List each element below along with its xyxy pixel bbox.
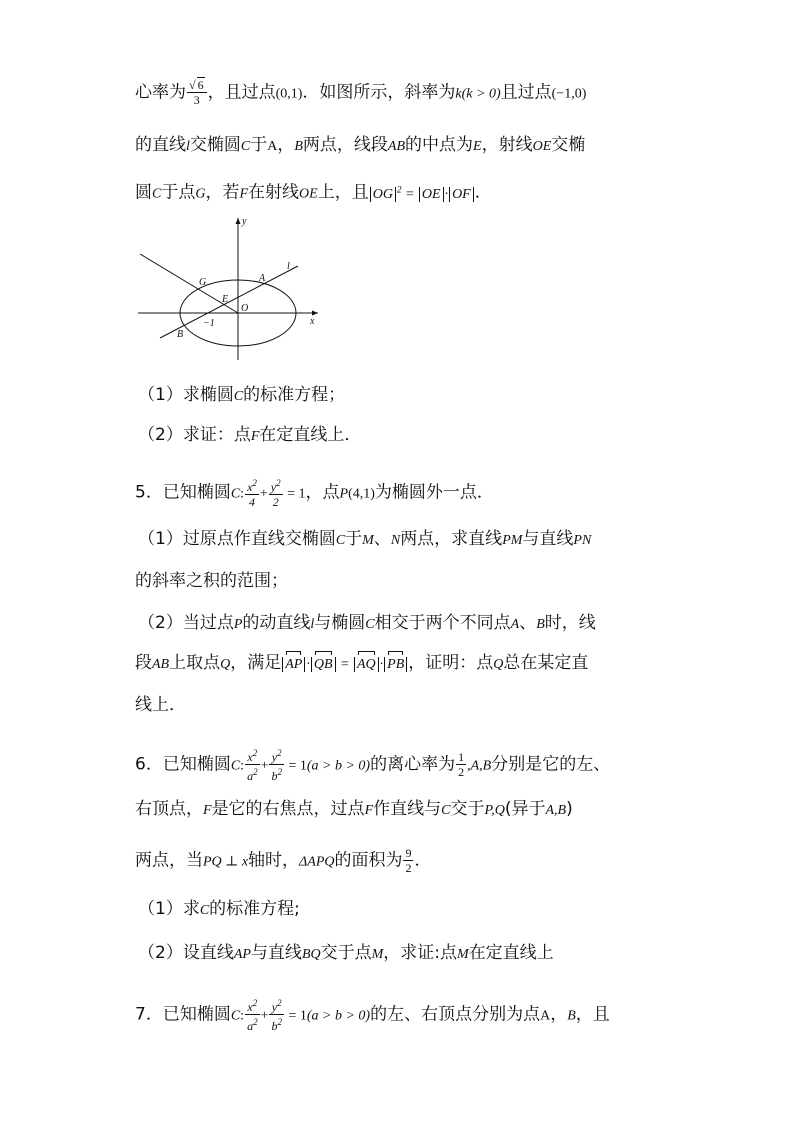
origin-label: O xyxy=(241,303,249,314)
math: (−1,0) xyxy=(551,86,587,102)
x-label: x xyxy=(310,316,315,327)
y-axis-arrow xyxy=(236,218,241,224)
problem-7: 7．已知椭圆C: $\frac{x^2}{a^2}$ + $\frac{y^2}{b^2}$ = 1(a > b > 0)的左、右顶点分别为点A，B，且 xyxy=(135,998,610,1033)
point-b-label: B xyxy=(177,329,184,340)
text-line: 的直线l交椭圆C于A，B两点，线段AB的中点为E，射线OE交椭 xyxy=(135,135,586,155)
text-line xyxy=(135,78,586,107)
tick-minus-one-label: −1 xyxy=(203,318,215,329)
problem-6-line3: 两点，当PQ ⊥ x轴时，ΔAPQ的面积为 $\frac{9}{2}$ ． xyxy=(135,846,432,875)
problem-5-q1: （1）过原点作直线交椭圆C于M、N两点，求直线PM与直线PN xyxy=(138,529,592,549)
text: ，且过点 xyxy=(207,82,276,103)
ellipse-figure xyxy=(138,214,328,364)
problem-5: 5．已知椭圆C: $\frac{x^2}{4}$ + $\frac{y^2}{2}$ = 1，点P(4,1)为椭圆外一点． xyxy=(135,478,494,509)
point-e-label: E xyxy=(222,294,229,305)
problem-5-q2-cont: 段AB上取点Q，满足 AP · QB = AQ · PB ，证明：点Q总在某定直 xyxy=(135,652,588,676)
text: 且过点 xyxy=(500,82,552,103)
problem-6-q2: （2）设直线AP与直线BQ交于点M，求证:点M在定直线上 xyxy=(138,943,554,963)
text-line: 圆C于点G，若F在射线OE上，且 OG $^2$ = OE · OF ． xyxy=(135,182,492,203)
math: k xyxy=(455,86,462,102)
problem-5-q1-cont: 的斜率之积的范围； xyxy=(135,571,288,591)
point-a-label: A xyxy=(259,273,266,284)
point-g-label: G xyxy=(199,277,207,288)
problem-6-line2: 右顶点，F是它的右焦点，过点F作直线与C交于P,Q(异于A,B) xyxy=(135,799,573,819)
question-1: （1）求椭圆C的标准方程； xyxy=(138,385,346,405)
problem-5-q2-cont2: 线上． xyxy=(135,695,186,715)
x-axis-arrow xyxy=(312,311,318,316)
y-label: y xyxy=(242,216,247,227)
line-l xyxy=(160,266,298,338)
fraction-eccentricity: $\frac{√ 6}{3}$ xyxy=(187,78,207,107)
math: (k > 0) xyxy=(461,86,501,102)
question-2: （2）求证：点F在定直线上． xyxy=(138,425,362,445)
problem-5-q2: （2）当过点P的动直线l与椭圆C相交于两个不同点A、B时，线 xyxy=(138,613,596,633)
text: ．如图所示，斜率为 xyxy=(302,82,456,103)
math: (0,1) xyxy=(275,86,303,102)
l-label: l xyxy=(287,261,290,272)
text: 心率为 xyxy=(135,82,186,103)
problem-6: 6．已知椭圆C: $\frac{x^2}{a^2}$ + $\frac{y^2}{b^2}$ = 1(a > b > 0)的离心率为 $\frac{1}{2}$ ,A,B分别是它的左、 xyxy=(135,748,611,783)
problem-6-q1: （1）求C的标准方程; xyxy=(138,899,300,919)
